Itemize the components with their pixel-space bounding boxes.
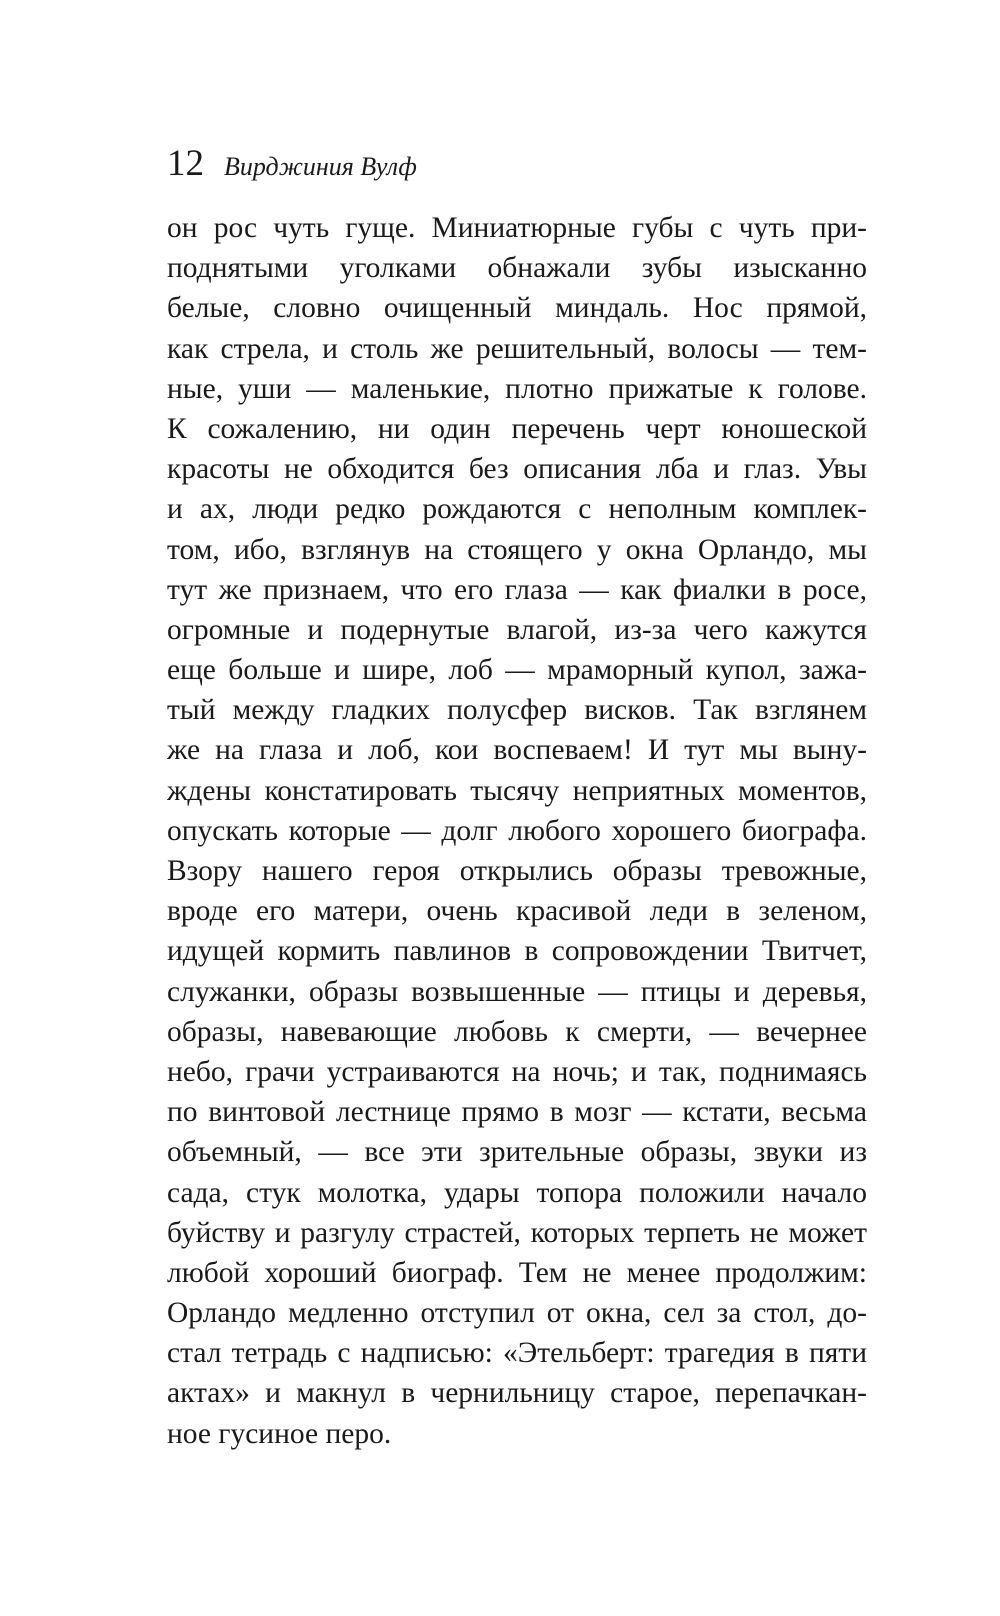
text-line: же на глаза и лоб, кои воспеваем! И тут мы выну-: [167, 734, 867, 767]
text-line: буйству и разгулу страстей, которых терпеть не может: [167, 1216, 867, 1249]
text-line: любой хороший биограф. Тем не менее продолжим:: [167, 1256, 867, 1289]
page-number: 12: [167, 143, 204, 184]
text-line: красоты не обходится без описания лба и глаз. Увы: [167, 453, 867, 486]
text-line: идущей кормить павлинов в сопровождении Твитчет,: [167, 935, 867, 968]
body-text: [167, 208, 867, 1454]
running-head-author: Вирджиния Вулф: [224, 152, 417, 181]
text-line: еще больше и шире, лоб — мраморный купол, зажа-: [167, 654, 867, 687]
text-line: и ах, люди редко рождаются с неполным комплек-: [167, 493, 867, 526]
text-line: сада, стук молотка, удары топора положили начало: [167, 1176, 867, 1209]
text-line: образы, навевающие любовь к смерти, — вечернее: [167, 1015, 867, 1048]
text-line: К сожалению, ни один перечень черт юношеской: [167, 412, 867, 445]
text-line: как стрела, и столь же решительный, волосы — тем-: [167, 332, 867, 365]
text-line: объемный, — все эти зрительные образы, звуки из: [167, 1136, 867, 1169]
text-line: тый между гладких полусфер висков. Так взглянем: [167, 694, 867, 727]
text-line: актах» и макнул в чернильницу старое, перепачкан-: [167, 1377, 867, 1410]
text-line: вроде его матери, очень красивой леди в зеленом,: [167, 895, 867, 928]
running-head: [167, 136, 417, 192]
text-line: белые, словно очищенный миндаль. Нос прямой,: [167, 292, 867, 325]
text-line: тут же признаем, что его глаза — как фиалки в росе,: [167, 573, 867, 606]
text-line: огромные и подернутые влагой, из-за чего кажутся: [167, 613, 867, 646]
text-line: поднятыми уголками обнажали зубы изысканно: [167, 252, 867, 285]
text-line: небо, грачи устраиваются на ночь; и так, поднимаясь: [167, 1055, 867, 1088]
text-line: Орландо медленно отступил от окна, сел за стол, до-: [167, 1297, 867, 1330]
text-line: служанки, образы возвышенные — птицы и деревья,: [167, 975, 867, 1008]
text-line: по винтовой лестнице прямо в мозг — кстати, весьма: [167, 1096, 867, 1129]
text-line: ные, уши — маленькие, плотно прижатые к голове.: [167, 372, 867, 405]
text-line: Взору нашего героя открылись образы тревожные,: [167, 855, 867, 887]
text-line: он рос чуть гуще. Миниатюрные губы с чуть при-: [167, 212, 867, 244]
text-line: стал тетрадь с надписью: «Этельберт: трагедия в пяти: [167, 1337, 867, 1370]
text-line: ждены констатировать тысячу неприятных моментов,: [167, 774, 867, 807]
text-line: опускать которые — долг любого хорошего биографа.: [167, 814, 867, 847]
text-line: том, ибо, взглянув на стоящего у окна Орландо, мы: [167, 533, 867, 566]
text-line: ное гусиное перо.: [167, 1417, 392, 1450]
